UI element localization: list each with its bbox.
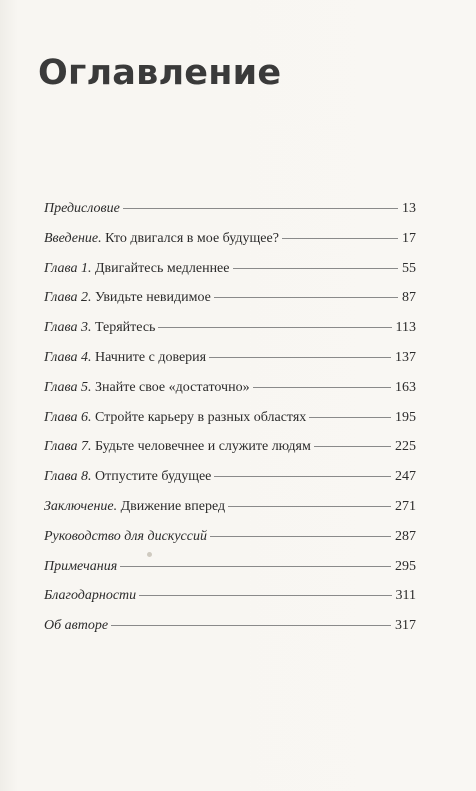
- dot-leader: [214, 297, 398, 298]
- toc-entry[interactable]: [44, 497, 416, 527]
- entry-chapter-prefix: Глава 8.: [44, 469, 92, 485]
- toc-entry[interactable]: [44, 586, 416, 616]
- toc-entry[interactable]: [44, 467, 416, 497]
- entry-chapter-prefix: Глава 7.: [44, 439, 92, 455]
- toc-entry[interactable]: [44, 259, 416, 289]
- entry-chapter-prefix: Глава 1.: [44, 260, 92, 276]
- dot-leader: [314, 446, 391, 447]
- entry-chapter-prefix: Введение.: [44, 230, 102, 246]
- entry-title: Руководство для дискуссий: [44, 528, 207, 544]
- entry-title: Движение вперед: [117, 498, 226, 514]
- entry-chapter-prefix: Глава 6.: [44, 409, 92, 425]
- entry-title: Отпустите будущее: [91, 469, 212, 485]
- toc-entry[interactable]: [44, 437, 416, 467]
- entry-page-number: 55: [402, 260, 416, 276]
- toc-entry[interactable]: [44, 378, 416, 408]
- entry-label: [44, 497, 225, 517]
- dot-leader: [214, 476, 391, 477]
- dot-leader: [123, 208, 398, 209]
- entry-title: Благодарности: [44, 588, 137, 604]
- table-of-contents: [44, 199, 416, 646]
- entry-title: Примечания: [44, 558, 118, 574]
- dot-leader: [210, 536, 391, 537]
- entry-page-number: 295: [395, 558, 416, 574]
- entry-page-number: 195: [395, 409, 416, 425]
- toc-entry[interactable]: [44, 616, 416, 646]
- entry-title: Кто двигался в мое будущее?: [101, 230, 279, 246]
- dot-leader: [209, 357, 391, 358]
- entry-title: Увидьте невидимое: [91, 290, 211, 306]
- entry-page-number: 87: [402, 290, 416, 306]
- entry-page-number: 17: [402, 230, 416, 246]
- entry-page-number: 271: [395, 498, 416, 514]
- toc-entry[interactable]: [44, 527, 416, 557]
- entry-title: Будьте человечнее и служите людям: [91, 439, 311, 455]
- entry-title: Знайте свое «достаточно»: [91, 379, 250, 395]
- entry-label: [44, 259, 230, 279]
- entry-page-number: 163: [395, 379, 416, 395]
- entry-page-number: 287: [395, 528, 416, 544]
- entry-page-number: 137: [395, 349, 416, 365]
- entry-chapter-prefix: Глава 5.: [44, 379, 92, 395]
- entry-title: Предисловие: [44, 201, 120, 216]
- entry-chapter-prefix: Заключение.: [44, 498, 118, 514]
- toc-entry[interactable]: [44, 408, 416, 438]
- entry-label: [44, 318, 155, 338]
- entry-title: Начните с доверия: [91, 349, 207, 365]
- entry-title: Об авторе: [44, 618, 109, 634]
- entry-label: [44, 288, 211, 308]
- entry-label: [44, 348, 206, 368]
- entry-label: [44, 378, 250, 398]
- entry-chapter-prefix: Глава 3.: [44, 320, 92, 336]
- entry-label: [44, 229, 279, 249]
- entry-page-number: 311: [395, 588, 416, 604]
- entry-chapter-prefix: Глава 2.: [44, 290, 92, 306]
- dot-leader: [282, 238, 398, 239]
- page-smudge: [147, 552, 152, 557]
- page-title: Оглавление: [38, 53, 282, 93]
- entry-label: [44, 586, 136, 606]
- dot-leader: [309, 417, 391, 418]
- entry-label: [44, 437, 311, 457]
- entry-page-number: 317: [395, 618, 416, 634]
- toc-entry[interactable]: [44, 348, 416, 378]
- toc-entry[interactable]: [44, 199, 416, 229]
- entry-page-number: 13: [402, 201, 416, 216]
- toc-entry[interactable]: [44, 229, 416, 259]
- entry-page-number: 225: [395, 439, 416, 455]
- dot-leader: [228, 506, 391, 507]
- entry-chapter-prefix: Глава 4.: [44, 349, 92, 365]
- entry-label: [44, 408, 306, 428]
- dot-leader: [233, 268, 399, 269]
- dot-leader: [111, 625, 391, 626]
- toc-entry[interactable]: [44, 288, 416, 318]
- entry-title: Стройте карьеру в разных областях: [91, 409, 307, 425]
- entry-label: [44, 616, 108, 636]
- entry-label: [44, 557, 117, 577]
- entry-page-number: 247: [395, 469, 416, 485]
- entry-label: [44, 467, 211, 487]
- dot-leader: [158, 327, 391, 328]
- dot-leader: [253, 387, 391, 388]
- entry-page-number: 113: [395, 320, 416, 336]
- entry-label: [44, 199, 120, 219]
- entry-title: Теряйтесь: [91, 320, 156, 336]
- entry-title: Двигайтесь медленнее: [91, 260, 230, 276]
- toc-entry[interactable]: [44, 318, 416, 348]
- dot-leader: [139, 595, 391, 596]
- toc-entry[interactable]: [44, 557, 416, 587]
- entry-label: [44, 527, 207, 547]
- dot-leader: [120, 566, 391, 567]
